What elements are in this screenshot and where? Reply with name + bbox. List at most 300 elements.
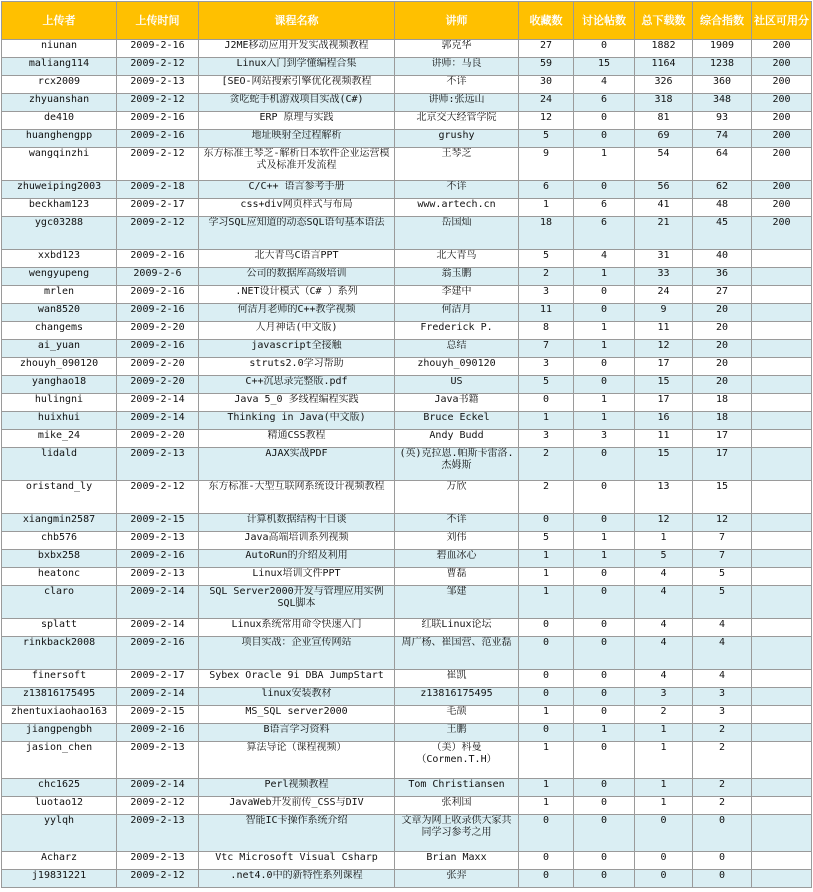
cell-posts: 6 xyxy=(574,199,635,217)
cell-lecturer: 碧血冰心 xyxy=(395,550,519,568)
table-row xyxy=(2,358,812,376)
cell-lecturer: Frederick P. xyxy=(395,322,519,340)
cell-upload-time: 2009-2-6 xyxy=(117,268,199,286)
cell-downloads: 1 xyxy=(635,779,693,797)
cell-community-points xyxy=(752,797,812,815)
cell-course-name: 精通CSS教程 xyxy=(199,430,395,448)
cell-downloads: 11 xyxy=(635,430,693,448)
cell-downloads: 33 xyxy=(635,268,693,286)
cell-posts: 0 xyxy=(574,619,635,637)
cell-favorites: 0 xyxy=(519,637,574,670)
cell-score: 18 xyxy=(693,412,752,430)
cell-downloads: 0 xyxy=(635,870,693,888)
cell-community-points xyxy=(752,286,812,304)
cell-downloads: 12 xyxy=(635,514,693,532)
cell-uploader: heatonc xyxy=(2,568,117,586)
cell-uploader: changems xyxy=(2,322,117,340)
table-row xyxy=(2,376,812,394)
cell-lecturer: grushy xyxy=(395,130,519,148)
cell-posts: 0 xyxy=(574,181,635,199)
cell-favorites: 1 xyxy=(519,797,574,815)
cell-course-name: 项目实战：企业宣传网站 xyxy=(199,637,395,670)
cell-score: 4 xyxy=(693,619,752,637)
cell-posts: 0 xyxy=(574,358,635,376)
cell-lecturer: 讲师：马良 xyxy=(395,58,519,76)
cell-downloads: 56 xyxy=(635,181,693,199)
cell-favorites: 1 xyxy=(519,412,574,430)
cell-community-points xyxy=(752,376,812,394)
cell-favorites: 0 xyxy=(519,670,574,688)
cell-favorites: 27 xyxy=(519,40,574,58)
cell-score: 0 xyxy=(693,852,752,870)
cell-score: 45 xyxy=(693,217,752,250)
cell-favorites: 0 xyxy=(519,815,574,852)
cell-posts: 0 xyxy=(574,481,635,514)
cell-upload-time: 2009-2-20 xyxy=(117,358,199,376)
cell-posts: 1 xyxy=(574,412,635,430)
cell-favorites: 5 xyxy=(519,250,574,268)
cell-lecturer: 红联Linux论坛 xyxy=(395,619,519,637)
cell-course-name: 东方标准王琴芝-解析日本软件企业运营模式及标准开发流程 xyxy=(199,148,395,181)
cell-downloads: 1 xyxy=(635,797,693,815)
cell-favorites: 0 xyxy=(519,852,574,870)
cell-posts: 0 xyxy=(574,40,635,58)
table-row xyxy=(2,112,812,130)
cell-downloads: 15 xyxy=(635,376,693,394)
cell-course-name: 何洁月老师的C++教学视频 xyxy=(199,304,395,322)
cell-course-name: B语言学习资料 xyxy=(199,724,395,742)
cell-course-name: 计算机数据结构十日谈 xyxy=(199,514,395,532)
table-row xyxy=(2,532,812,550)
cell-favorites: 0 xyxy=(519,394,574,412)
cell-downloads: 4 xyxy=(635,619,693,637)
cell-score: 20 xyxy=(693,376,752,394)
cell-score: 20 xyxy=(693,358,752,376)
cell-lecturer: 毛颉 xyxy=(395,706,519,724)
cell-downloads: 1 xyxy=(635,532,693,550)
table-row xyxy=(2,724,812,742)
cell-score: 7 xyxy=(693,550,752,568)
col-header-downloads: 总下载数 xyxy=(635,2,693,40)
cell-score: 2 xyxy=(693,724,752,742)
cell-posts: 1 xyxy=(574,532,635,550)
cell-community-points: 200 xyxy=(752,199,812,217)
cell-posts: 0 xyxy=(574,779,635,797)
cell-posts: 1 xyxy=(574,268,635,286)
cell-course-name: Perl视频教程 xyxy=(199,779,395,797)
cell-lecturer: 不详 xyxy=(395,76,519,94)
cell-upload-time: 2009-2-16 xyxy=(117,550,199,568)
table-row xyxy=(2,670,812,688)
cell-lecturer: 总结 xyxy=(395,340,519,358)
cell-lecturer: Java书籍 xyxy=(395,394,519,412)
table-row xyxy=(2,268,812,286)
cell-course-name: ERP 原理与实践 xyxy=(199,112,395,130)
cell-course-name: css+div网页样式与布局 xyxy=(199,199,395,217)
cell-downloads: 16 xyxy=(635,412,693,430)
cell-score: 17 xyxy=(693,430,752,448)
cell-lecturer: 何洁月 xyxy=(395,304,519,322)
table-row xyxy=(2,852,812,870)
table-row xyxy=(2,586,812,619)
cell-uploader: Acharz xyxy=(2,852,117,870)
cell-upload-time: 2009-2-13 xyxy=(117,852,199,870)
cell-community-points: 200 xyxy=(752,58,812,76)
cell-uploader: de410 xyxy=(2,112,117,130)
cell-downloads: 5 xyxy=(635,550,693,568)
cell-uploader: splatt xyxy=(2,619,117,637)
table-row xyxy=(2,130,812,148)
cell-course-name: Java高端培训系列视频 xyxy=(199,532,395,550)
cell-score: 17 xyxy=(693,448,752,481)
cell-score: 7 xyxy=(693,532,752,550)
cell-course-name: J2ME移动应用开发实战视频教程 xyxy=(199,40,395,58)
cell-lecturer: 张利国 xyxy=(395,797,519,815)
cell-course-name: SQL Server2000开发与管理应用实例SQL脚本 xyxy=(199,586,395,619)
table-row xyxy=(2,76,812,94)
cell-upload-time: 2009-2-16 xyxy=(117,130,199,148)
cell-favorites: 11 xyxy=(519,304,574,322)
cell-posts: 6 xyxy=(574,217,635,250)
cell-community-points xyxy=(752,870,812,888)
cell-lecturer: Bruce Eckel xyxy=(395,412,519,430)
cell-community-points xyxy=(752,706,812,724)
cell-course-name: C++沉思录完整版.pdf xyxy=(199,376,395,394)
cell-score: 20 xyxy=(693,322,752,340)
cell-upload-time: 2009-2-12 xyxy=(117,148,199,181)
cell-lecturer: Tom Christiansen xyxy=(395,779,519,797)
cell-posts: 1 xyxy=(574,724,635,742)
cell-favorites: 0 xyxy=(519,870,574,888)
cell-posts: 0 xyxy=(574,706,635,724)
cell-posts: 0 xyxy=(574,448,635,481)
cell-lecturer: 曹磊 xyxy=(395,568,519,586)
cell-course-name: Sybex Oracle 9i DBA JumpStart xyxy=(199,670,395,688)
table-row xyxy=(2,217,812,250)
cell-lecturer: 王鹏 xyxy=(395,724,519,742)
cell-uploader: luotao12 xyxy=(2,797,117,815)
cell-posts: 0 xyxy=(574,637,635,670)
cell-community-points: 200 xyxy=(752,130,812,148)
cell-favorites: 12 xyxy=(519,112,574,130)
cell-posts: 0 xyxy=(574,670,635,688)
cell-upload-time: 2009-2-12 xyxy=(117,94,199,112)
cell-upload-time: 2009-2-16 xyxy=(117,112,199,130)
table-row xyxy=(2,448,812,481)
cell-upload-time: 2009-2-16 xyxy=(117,340,199,358)
cell-posts: 1 xyxy=(574,340,635,358)
cell-favorites: 0 xyxy=(519,619,574,637)
cell-upload-time: 2009-2-15 xyxy=(117,514,199,532)
col-header-uploader: 上传者 xyxy=(2,2,117,40)
cell-lecturer: 郭克华 xyxy=(395,40,519,58)
cell-upload-time: 2009-2-13 xyxy=(117,76,199,94)
cell-lecturer: www.artech.cn xyxy=(395,199,519,217)
table-row xyxy=(2,706,812,724)
cell-downloads: 4 xyxy=(635,586,693,619)
cell-favorites: 30 xyxy=(519,76,574,94)
cell-upload-time: 2009-2-16 xyxy=(117,637,199,670)
cell-favorites: 0 xyxy=(519,514,574,532)
cell-downloads: 13 xyxy=(635,481,693,514)
cell-uploader: wangqinzhi xyxy=(2,148,117,181)
cell-score: 2 xyxy=(693,742,752,779)
cell-community-points xyxy=(752,550,812,568)
cell-course-name: 地址映射全过程解析 xyxy=(199,130,395,148)
cell-course-name: [SEO-网站搜索引擎优化视频教程 xyxy=(199,76,395,94)
cell-favorites: 5 xyxy=(519,376,574,394)
cell-score: 5 xyxy=(693,568,752,586)
cell-score: 348 xyxy=(693,94,752,112)
cell-posts: 0 xyxy=(574,514,635,532)
cell-lecturer: 刘伟 xyxy=(395,532,519,550)
cell-upload-time: 2009-2-14 xyxy=(117,779,199,797)
cell-score: 15 xyxy=(693,481,752,514)
cell-lecturer: Brian Maxx xyxy=(395,852,519,870)
cell-course-name: Linux系统常用命令快速入门 xyxy=(199,619,395,637)
cell-score: 2 xyxy=(693,779,752,797)
cell-course-name: Thinking in Java(中文版) xyxy=(199,412,395,430)
cell-downloads: 24 xyxy=(635,286,693,304)
cell-favorites: 1 xyxy=(519,706,574,724)
table-row xyxy=(2,250,812,268)
cell-downloads: 21 xyxy=(635,217,693,250)
cell-downloads: 12 xyxy=(635,340,693,358)
cell-posts: 0 xyxy=(574,112,635,130)
cell-community-points xyxy=(752,304,812,322)
table-row xyxy=(2,568,812,586)
cell-score: 74 xyxy=(693,130,752,148)
table-row xyxy=(2,870,812,888)
cell-community-points xyxy=(752,430,812,448)
cell-downloads: 81 xyxy=(635,112,693,130)
cell-uploader: mrlen xyxy=(2,286,117,304)
cell-lecturer: 张羿 xyxy=(395,870,519,888)
cell-posts: 0 xyxy=(574,304,635,322)
cell-course-name: .NET设计模式（C# ）系列 xyxy=(199,286,395,304)
table-row xyxy=(2,394,812,412)
cell-uploader: chb576 xyxy=(2,532,117,550)
cell-posts: 0 xyxy=(574,852,635,870)
cell-lecturer: 北京交大经管学院 xyxy=(395,112,519,130)
cell-uploader: jiangpengbh xyxy=(2,724,117,742)
cell-lecturer: 岳国灿 xyxy=(395,217,519,250)
cell-course-name: 人月神话(中文版) xyxy=(199,322,395,340)
cell-score: 20 xyxy=(693,340,752,358)
cell-posts: 0 xyxy=(574,586,635,619)
cell-score: 36 xyxy=(693,268,752,286)
cell-downloads: 1164 xyxy=(635,58,693,76)
cell-upload-time: 2009-2-16 xyxy=(117,304,199,322)
table-row xyxy=(2,199,812,217)
cell-posts: 1 xyxy=(574,322,635,340)
cell-posts: 1 xyxy=(574,550,635,568)
cell-uploader: ai_yuan xyxy=(2,340,117,358)
cell-downloads: 54 xyxy=(635,148,693,181)
cell-favorites: 0 xyxy=(519,724,574,742)
cell-lecturer: 李建中 xyxy=(395,286,519,304)
cell-upload-time: 2009-2-16 xyxy=(117,40,199,58)
table-row xyxy=(2,779,812,797)
cell-upload-time: 2009-2-14 xyxy=(117,688,199,706)
col-header-favorites: 收藏数 xyxy=(519,2,574,40)
cell-score: 48 xyxy=(693,199,752,217)
table-row xyxy=(2,40,812,58)
cell-score: 0 xyxy=(693,870,752,888)
cell-upload-time: 2009-2-12 xyxy=(117,870,199,888)
cell-uploader: wengyupeng xyxy=(2,268,117,286)
cell-lecturer: 讲师:张远山 xyxy=(395,94,519,112)
cell-community-points: 200 xyxy=(752,148,812,181)
cell-uploader: wan8520 xyxy=(2,304,117,322)
cell-uploader: rinkback2008 xyxy=(2,637,117,670)
cell-uploader: ygc03288 xyxy=(2,217,117,250)
cell-course-name: 算法导论（课程视频） xyxy=(199,742,395,779)
col-header-community-points: 社区可用分 xyxy=(752,2,812,40)
cell-community-points xyxy=(752,779,812,797)
cell-downloads: 4 xyxy=(635,637,693,670)
cell-community-points xyxy=(752,637,812,670)
cell-course-name: 学习SQL应知道的动态SQL语句基本语法 xyxy=(199,217,395,250)
table-row xyxy=(2,742,812,779)
cell-posts: 0 xyxy=(574,870,635,888)
cell-lecturer: 周广杨、崔国营、范业磊 xyxy=(395,637,519,670)
cell-course-name: 智能IC卡操作系统介绍 xyxy=(199,815,395,852)
col-header-score: 综合指数 xyxy=(693,2,752,40)
cell-community-points xyxy=(752,670,812,688)
cell-community-points xyxy=(752,268,812,286)
cell-course-name: Linux培训文件PPT xyxy=(199,568,395,586)
table-row xyxy=(2,514,812,532)
cell-favorites: 2 xyxy=(519,268,574,286)
cell-uploader: xiangmin2587 xyxy=(2,514,117,532)
cell-score: 0 xyxy=(693,815,752,852)
cell-uploader: finersoft xyxy=(2,670,117,688)
cell-lecturer: （美）科曼（Cormen.T.H） xyxy=(395,742,519,779)
cell-upload-time: 2009-2-13 xyxy=(117,568,199,586)
cell-lecturer: zhouyh_090120 xyxy=(395,358,519,376)
cell-downloads: 9 xyxy=(635,304,693,322)
cell-community-points xyxy=(752,412,812,430)
cell-upload-time: 2009-2-13 xyxy=(117,532,199,550)
cell-upload-time: 2009-2-13 xyxy=(117,448,199,481)
cell-course-name: javascript全接触 xyxy=(199,340,395,358)
cell-course-name: C/C++ 语言参考手册 xyxy=(199,181,395,199)
cell-community-points xyxy=(752,250,812,268)
table-row xyxy=(2,550,812,568)
cell-downloads: 31 xyxy=(635,250,693,268)
cell-community-points xyxy=(752,724,812,742)
table-row xyxy=(2,688,812,706)
cell-community-points xyxy=(752,815,812,852)
cell-downloads: 15 xyxy=(635,448,693,481)
cell-upload-time: 2009-2-13 xyxy=(117,742,199,779)
cell-favorites: 8 xyxy=(519,322,574,340)
cell-upload-time: 2009-2-20 xyxy=(117,430,199,448)
table-row xyxy=(2,430,812,448)
table-row xyxy=(2,286,812,304)
cell-posts: 0 xyxy=(574,688,635,706)
cell-favorites: 3 xyxy=(519,430,574,448)
cell-score: 93 xyxy=(693,112,752,130)
cell-community-points: 200 xyxy=(752,217,812,250)
cell-uploader: hulingni xyxy=(2,394,117,412)
cell-lecturer: 不详 xyxy=(395,514,519,532)
cell-lecturer: z13816175495 xyxy=(395,688,519,706)
cell-favorites: 6 xyxy=(519,181,574,199)
cell-posts: 0 xyxy=(574,742,635,779)
cell-downloads: 41 xyxy=(635,199,693,217)
cell-favorites: 1 xyxy=(519,550,574,568)
cell-downloads: 318 xyxy=(635,94,693,112)
cell-community-points: 200 xyxy=(752,40,812,58)
table-row xyxy=(2,619,812,637)
cell-score: 20 xyxy=(693,304,752,322)
cell-lecturer: Andy Budd xyxy=(395,430,519,448)
cell-community-points xyxy=(752,322,812,340)
cell-community-points xyxy=(752,448,812,481)
cell-uploader: maliang114 xyxy=(2,58,117,76)
cell-upload-time: 2009-2-16 xyxy=(117,250,199,268)
cell-uploader: yanghao18 xyxy=(2,376,117,394)
cell-posts: 0 xyxy=(574,376,635,394)
table-row xyxy=(2,322,812,340)
cell-course-name: 东方标准-大型互联网系统设计视频教程 xyxy=(199,481,395,514)
table-row xyxy=(2,181,812,199)
cell-posts: 0 xyxy=(574,130,635,148)
table-row xyxy=(2,815,812,852)
cell-lecturer: 邹建 xyxy=(395,586,519,619)
cell-community-points: 200 xyxy=(752,181,812,199)
course-ranking-table xyxy=(1,1,812,888)
cell-posts: 0 xyxy=(574,568,635,586)
cell-downloads: 1 xyxy=(635,742,693,779)
cell-uploader: zhyuanshan xyxy=(2,94,117,112)
cell-lecturer: 文章为网上收录供大家共同学习参考之用 xyxy=(395,815,519,852)
cell-upload-time: 2009-2-14 xyxy=(117,394,199,412)
cell-favorites: 1 xyxy=(519,568,574,586)
cell-score: 4 xyxy=(693,637,752,670)
cell-downloads: 2 xyxy=(635,706,693,724)
table-row xyxy=(2,797,812,815)
cell-community-points xyxy=(752,481,812,514)
cell-community-points xyxy=(752,619,812,637)
cell-course-name: MS_SQL server2000 xyxy=(199,706,395,724)
cell-community-points: 200 xyxy=(752,94,812,112)
cell-score: 1909 xyxy=(693,40,752,58)
cell-posts: 0 xyxy=(574,797,635,815)
cell-favorites: 2 xyxy=(519,448,574,481)
cell-community-points xyxy=(752,586,812,619)
cell-upload-time: 2009-2-13 xyxy=(117,815,199,852)
cell-score: 64 xyxy=(693,148,752,181)
cell-favorites: 59 xyxy=(519,58,574,76)
cell-downloads: 3 xyxy=(635,688,693,706)
cell-posts: 0 xyxy=(574,286,635,304)
cell-score: 12 xyxy=(693,514,752,532)
cell-uploader: huanghengpp xyxy=(2,130,117,148)
cell-score: 40 xyxy=(693,250,752,268)
cell-lecturer: 万欣 xyxy=(395,481,519,514)
col-header-upload-time: 上传时间 xyxy=(117,2,199,40)
cell-uploader: zhouyh_090120 xyxy=(2,358,117,376)
cell-favorites: 7 xyxy=(519,340,574,358)
cell-upload-time: 2009-2-15 xyxy=(117,706,199,724)
cell-uploader: oristand_ly xyxy=(2,481,117,514)
cell-community-points xyxy=(752,394,812,412)
table-row xyxy=(2,94,812,112)
cell-uploader: j19831221 xyxy=(2,870,117,888)
